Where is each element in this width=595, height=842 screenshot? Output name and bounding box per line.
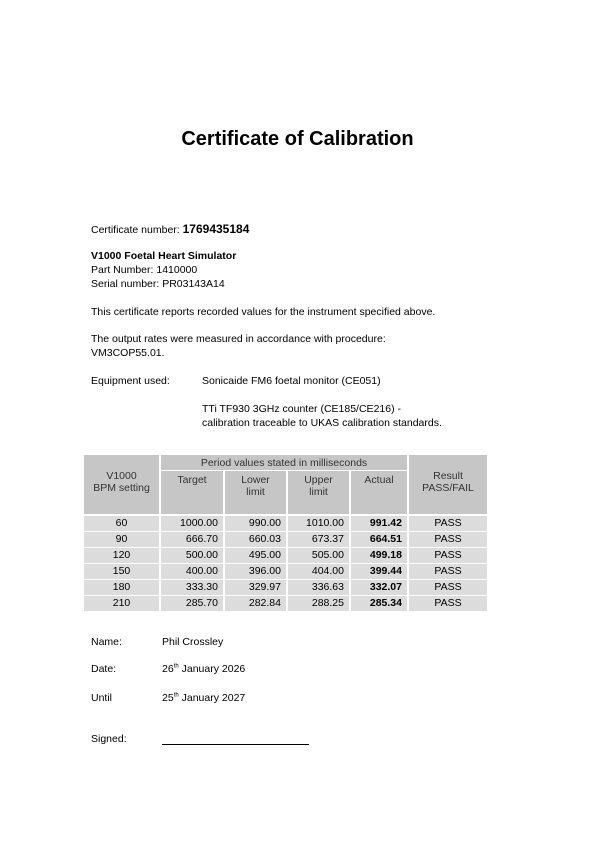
- cell-upper: 505.00: [288, 548, 351, 564]
- cell-target: 400.00: [161, 564, 225, 580]
- signature-line: [162, 744, 309, 745]
- cell-lower: 495.00: [225, 548, 288, 564]
- cell-upper: 673.37: [288, 532, 351, 548]
- cell-target: 500.00: [161, 548, 225, 564]
- name-label: Name:: [91, 636, 122, 648]
- cell-target: 333.30: [161, 580, 225, 596]
- header-period-values: Period values stated in milliseconds: [161, 455, 409, 471]
- header-lower-limit: Lower limit: [225, 471, 288, 514]
- cell-lower: 396.00: [225, 564, 288, 580]
- cell-target: 666.70: [161, 532, 225, 548]
- procedure-line-2: VM3COP55.01.: [91, 347, 165, 359]
- certificate-number-label: Certificate number:: [91, 224, 180, 236]
- table-row: [84, 548, 487, 564]
- equipment-item-1: Sonicaide FM6 foetal monitor (CE051): [202, 375, 381, 387]
- header-result: Result PASS/FAIL: [409, 455, 487, 514]
- cell-result: PASS: [409, 532, 487, 548]
- table-row: [84, 580, 487, 596]
- equipment-item-2-line-1: TTi TF930 3GHz counter (CE185/CE216) -: [202, 403, 401, 415]
- instrument-name: V1000 Foetal Heart Simulator: [91, 250, 237, 262]
- cell-upper: 1010.00: [288, 516, 351, 532]
- header-bpm-setting: V1000 BPM setting: [84, 455, 161, 514]
- table-row: [84, 564, 487, 580]
- certificate-number-value: 1769435184: [182, 222, 250, 236]
- header-upper-limit: Upper limit: [288, 471, 351, 514]
- cell-result: PASS: [409, 548, 487, 564]
- cell-actual: 332.07: [351, 580, 409, 596]
- cell-actual: 399.44: [351, 564, 409, 580]
- certificate-number-row: [91, 222, 249, 236]
- cell-lower: 329.97: [225, 580, 288, 596]
- cell-bpm: 120: [84, 548, 161, 564]
- table-row: [84, 516, 487, 532]
- cell-upper: 404.00: [288, 564, 351, 580]
- cell-result: PASS: [409, 564, 487, 580]
- table-row: [84, 532, 487, 548]
- page-title: Certificate of Calibration: [181, 128, 414, 150]
- cell-target: 285.70: [161, 596, 225, 612]
- cell-upper: 288.25: [288, 596, 351, 612]
- cell-result: PASS: [409, 516, 487, 532]
- cell-bpm: 60: [84, 516, 161, 532]
- statement-text: This certificate reports recorded values for the instrument specified above.: [91, 306, 436, 318]
- signed-label: Signed:: [91, 733, 127, 745]
- date-label: Date:: [91, 663, 117, 675]
- cell-bpm: 210: [84, 596, 161, 612]
- table-row: [84, 596, 487, 612]
- until-label: Until: [91, 692, 113, 704]
- name-value: Phil Crossley: [162, 636, 224, 648]
- cell-actual: 991.42: [351, 516, 409, 532]
- calibration-table: [84, 455, 487, 612]
- procedure-line-1: The output rates were measured in accordance with procedure:: [91, 333, 386, 345]
- cell-bpm: 180: [84, 580, 161, 596]
- part-number: Part Number: 1410000: [91, 264, 198, 276]
- cell-target: 1000.00: [161, 516, 225, 532]
- cell-actual: 664.51: [351, 532, 409, 548]
- cell-bpm: 150: [84, 564, 161, 580]
- until-value: 25th January 2027: [162, 692, 246, 704]
- cell-actual: 285.34: [351, 596, 409, 612]
- equipment-item-2-line-2: calibration traceable to UKAS calibration standards.: [202, 417, 442, 429]
- cell-lower: 282.84: [225, 596, 288, 612]
- cell-result: PASS: [409, 596, 487, 612]
- serial-number: Serial number: PR03143A14: [91, 278, 225, 290]
- cell-lower: 660.03: [225, 532, 288, 548]
- equipment-label: Equipment used:: [91, 375, 170, 387]
- header-target: Target: [161, 471, 225, 514]
- cell-lower: 990.00: [225, 516, 288, 532]
- cell-bpm: 90: [84, 532, 161, 548]
- cell-result: PASS: [409, 580, 487, 596]
- date-value: 26th January 2026: [162, 663, 246, 675]
- cell-actual: 499.18: [351, 548, 409, 564]
- header-actual: Actual: [351, 471, 409, 514]
- cell-upper: 336.63: [288, 580, 351, 596]
